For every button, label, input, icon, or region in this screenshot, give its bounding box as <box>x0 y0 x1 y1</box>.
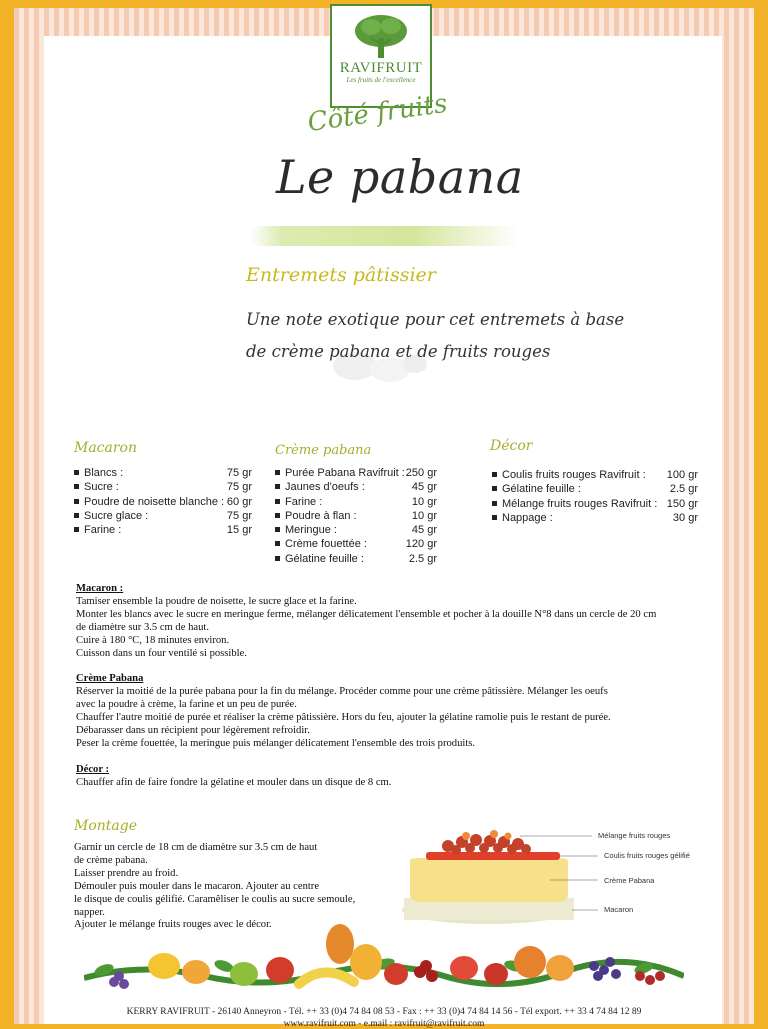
method-line: Chauffer l'autre moitié de purée et réaliser la crème pâtissière. Hors du feu, ajouter la gélatine ramolie puis le restant de purée. <box>76 712 611 724</box>
ingredient-row <box>74 466 252 480</box>
ingredient-name: Gélatine feuille : <box>285 552 364 565</box>
ingredient-name: Purée Pabana Ravifruit : <box>285 467 405 479</box>
brush-stroke-decoration <box>250 226 520 246</box>
creme-ingredient-list <box>275 466 437 566</box>
cake-cross-section-image <box>400 818 600 930</box>
bullet-icon <box>74 470 79 475</box>
montage-line: napper. <box>74 906 105 918</box>
macaron-ingredient-list <box>74 466 252 537</box>
method-line: Monter les blancs avec le sucre en meringue ferme, mélanger délicatement l'ensemble et pocher à la douille N°8 dans un cercle de 20 cm <box>76 608 657 620</box>
ingredient-row <box>275 552 437 566</box>
ingredient-qty: 60 gr <box>226 495 252 508</box>
fruit-garland-image <box>84 922 684 1002</box>
intro-line-2: de crème pabana et de fruits rouges <box>246 342 551 361</box>
bullet-icon <box>275 556 280 561</box>
ingredient-row <box>74 509 252 523</box>
scalloped-edge-left <box>0 0 18 1024</box>
montage-line: le disque de coulis gélifié. Caramêliser le coulis au sucre semoule, <box>74 893 356 905</box>
ingredient-row <box>492 468 698 482</box>
ingredient-name: Gélatine feuille : <box>502 483 581 496</box>
montage-instructions <box>74 842 394 932</box>
ingredient-row <box>74 523 252 537</box>
bullet-icon <box>275 484 280 489</box>
method-line: de diamètre sur 3.5 cm de haut. <box>76 621 209 633</box>
method-line: avec la poudre à crème, la farine et un peu de purée. <box>76 699 297 711</box>
ingredient-row <box>275 480 437 494</box>
ingredient-name: Jaunes d'oeufs : <box>285 481 365 494</box>
ingredient-qty: 120 gr <box>405 538 437 551</box>
bullet-icon <box>492 501 497 506</box>
cake-label-macaron: Macaron <box>604 905 634 914</box>
creme-ingredients-title: Crème pabana <box>275 443 372 458</box>
bullet-icon <box>492 515 497 520</box>
creme-method-heading: Crème Pabana <box>76 673 144 685</box>
ingredient-qty: 150 gr <box>666 497 698 510</box>
ingredient-name: Poudre à flan : <box>285 509 357 522</box>
ingredient-qty: 45 gr <box>411 481 437 494</box>
ingredient-row <box>74 480 252 494</box>
ingredient-row <box>492 511 698 525</box>
montage-title: Montage <box>74 818 137 834</box>
ingredient-name: Blancs : <box>84 467 124 479</box>
ingredient-qty: 45 gr <box>411 524 437 537</box>
ingredient-name: Poudre de noisette blanche : <box>84 495 225 508</box>
bullet-icon <box>275 513 280 518</box>
montage-line: Ajouter le mélange fruits rouges avec le décor. <box>74 919 272 931</box>
bullet-icon <box>275 499 280 504</box>
ingredient-row <box>492 482 698 496</box>
scalloped-edge-right <box>750 0 768 1024</box>
method-line: Chauffer afin de faire fondre la gélatine et mouler dans un disque de 8 cm. <box>76 776 392 788</box>
ingredient-row <box>275 495 437 509</box>
montage-line: de crème pabana. <box>74 854 148 866</box>
ingredient-row <box>74 495 252 509</box>
method-line: Débarasser dans un récipient pour légèrement refroidir. <box>76 725 310 737</box>
method-line: Tamiser ensemble la poudre de noisette, le sucre glace et la farine. <box>76 595 357 607</box>
ingredient-qty: 15 gr <box>226 524 252 537</box>
recipe-category: Entremets pâtissier <box>246 264 436 286</box>
ingredient-qty: 10 gr <box>411 509 437 522</box>
decor-method-heading: Décor : <box>76 763 110 775</box>
bullet-icon <box>74 499 79 504</box>
eyebrow-title: Côté fruits <box>305 88 450 138</box>
brand-name: RAVIFRUIT <box>339 60 423 76</box>
method-line: Cuisson dans un four ventilé si possible. <box>76 647 247 659</box>
method-line: Cuire à 180 °C, 18 minutes environ. <box>76 634 230 646</box>
method-section <box>76 583 716 790</box>
montage-line: Démouler puis mouler dans le macaron. Ajouter au centre <box>74 880 320 892</box>
ingredient-name: Meringue : <box>285 524 337 537</box>
ingredient-row <box>492 497 698 511</box>
ingredient-name: Crème fouettée : <box>285 538 367 551</box>
ingredient-qty: 75 gr <box>226 481 252 494</box>
ingredient-row <box>275 509 437 523</box>
ingredient-row <box>275 523 437 537</box>
ingredient-row <box>275 466 437 480</box>
method-line: Peser la crème fouettée, la meringue puis mélanger délicatement l'ensemble des trois produits. <box>76 737 476 749</box>
cake-label-coulis: Coulis fruits rouges gélifié <box>604 851 690 860</box>
bullet-icon <box>275 541 280 546</box>
method-line: Réserver la moitié de la purée pabana pour la fin du mélange. Procéder comme pour une crème pâtissière. Mélanger les oeufs <box>76 686 608 698</box>
bullet-icon <box>74 513 79 518</box>
cake-label-fruits: Mélange fruits rouges <box>598 831 671 840</box>
decor-ingredients-title: Décor <box>490 438 533 454</box>
cake-label-creme: Crème Pabana <box>604 876 655 885</box>
bullet-icon <box>492 486 497 491</box>
ingredient-name: Sucre glace : <box>84 509 149 522</box>
ingredient-name: Farine : <box>285 495 323 508</box>
ingredient-name: Farine : <box>84 524 122 537</box>
montage-line: Garnir un cercle de 18 cm de diamètre sur 3.5 cm de haut <box>74 842 318 853</box>
ingredient-qty: 100 gr <box>666 469 698 481</box>
bullet-icon <box>74 484 79 489</box>
ingredient-name: Mélange fruits rouges Ravifruit : <box>502 497 658 510</box>
tree-icon <box>351 14 411 60</box>
ingredient-qty: 75 gr <box>226 509 252 522</box>
intro-line-1: Une note exotique pour cet entremets à base <box>246 310 625 329</box>
ingredient-qty: 75 gr <box>226 467 252 479</box>
ingredient-qty: 250 gr <box>405 467 437 479</box>
ingredient-name: Sucre : <box>84 481 119 494</box>
decor-ingredient-list <box>492 468 698 525</box>
ingredient-name: Nappage : <box>502 511 553 524</box>
ingredient-name: Coulis fruits rouges Ravifruit : <box>502 469 646 481</box>
macaron-method-heading: Macaron : <box>76 583 124 594</box>
ingredient-qty: 2.5 gr <box>408 552 437 565</box>
ingredient-qty: 30 gr <box>672 511 698 524</box>
recipe-intro <box>246 304 624 368</box>
ingredient-qty: 10 gr <box>411 495 437 508</box>
ingredient-qty: 2.5 gr <box>669 483 698 496</box>
recipe-title: Le pabana <box>276 150 524 204</box>
montage-line: Laisser prendre au froid. <box>74 867 179 879</box>
ingredient-row <box>275 537 437 551</box>
footer-web: www.ravifruit.com - e.mail : ravifruit@ravifruit.com <box>283 1019 485 1029</box>
footer-contact: KERRY RAVIFRUIT - 26140 Anneyron - Tél. ++ 33 (0)4 74 84 08 53 - Fax : ++ 33 (0)4 74 84 14 56 - Tél export. ++ 33 4 74 84 12 89 <box>126 1007 642 1017</box>
bullet-icon <box>74 527 79 532</box>
bullet-icon <box>275 470 280 475</box>
brand-tagline: Les fruits de l'excellence <box>346 76 416 84</box>
bullet-icon <box>492 472 497 477</box>
bullet-icon <box>275 527 280 532</box>
macaron-ingredients-title: Macaron <box>74 440 138 456</box>
